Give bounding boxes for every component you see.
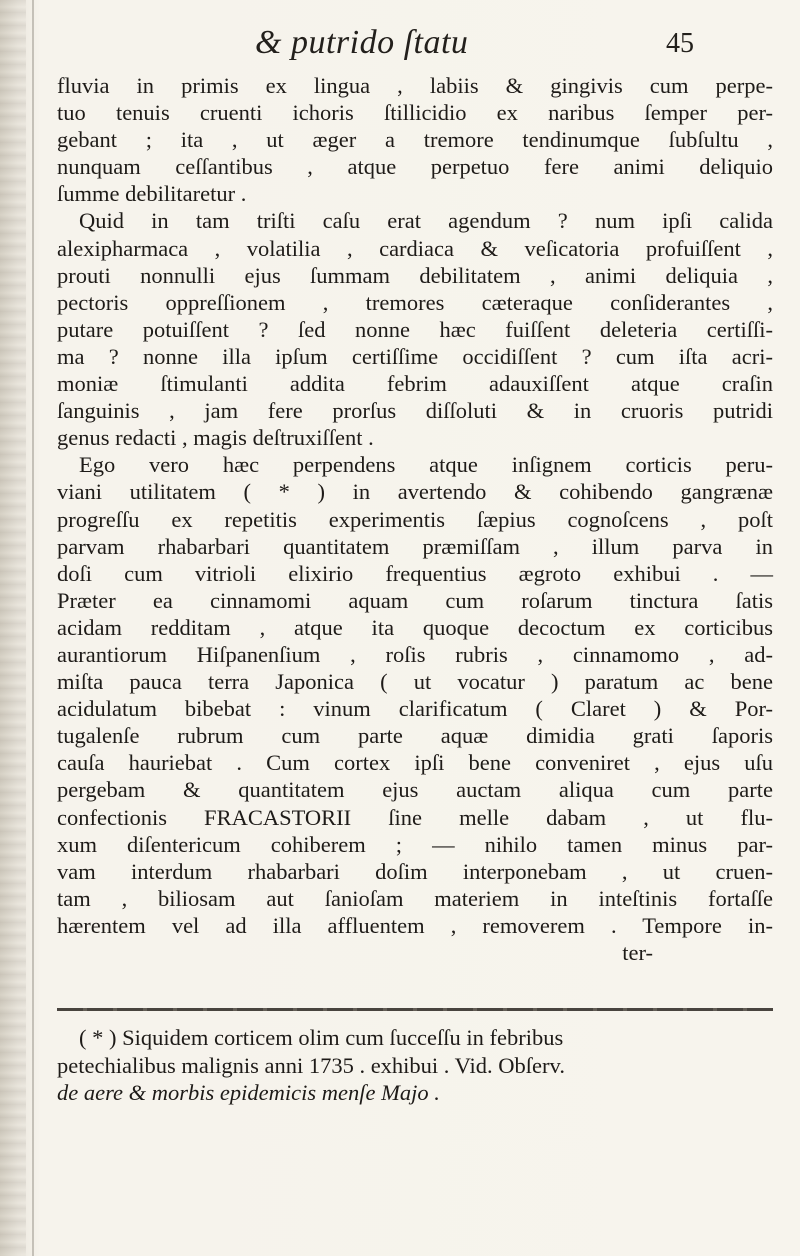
text-line: confectionis FRACASTORII ſine melle dabam , ut flu- <box>57 804 773 830</box>
text-line: ſumme debilitaretur . <box>57 181 247 207</box>
text-line: gebant ; ita , ut æger a tremore tendinumque ſubſultu , <box>57 127 773 153</box>
text-line: acidulatum bibebat : vinum clarificatum ( Claret ) & Por- <box>57 696 773 722</box>
text-line: progreſſu ex repetitis experimentis ſæpius cognoſcens , poſt <box>57 506 773 532</box>
text-line: hærentem vel ad illa affluentem , removerem . Tempore in- <box>57 912 773 938</box>
binding-gutter <box>0 0 26 1256</box>
text-line: ma ? nonne illa ipſum certiſſime occidiſſent ? cum iſta acri- <box>57 343 773 369</box>
text-line: alexipharmaca , volatilia , cardiaca & veſicatoria profuiſſent , <box>57 235 773 261</box>
text-line: tuo tenuis cruenti ichoris ſtillicidio ex naribus ſemper per- <box>57 100 773 126</box>
running-head-title: & putrido ſtatu <box>255 24 469 61</box>
text-line: putare potuiſſent ? ſed nonne hæc fuiſſent deleteria certiſſi- <box>57 316 773 342</box>
text-line: tam , biliosam aut ſanioſam materiem in inteſtinis fortaſſe <box>57 885 773 911</box>
text-line: Quid in tam triſti caſu erat agendum ? num ipſi calida <box>79 208 773 234</box>
page-number: 45 <box>666 28 694 59</box>
text-line: acidam redditam , atque ita quoque decoctum ex corticibus <box>57 614 773 640</box>
text-line: aurantiorum Hiſpanenſium , roſis rubris , cinnamomo , ad- <box>57 641 773 667</box>
text-line: miſta pauca terra Japonica ( ut vocatur ) paratum ac bene <box>57 669 773 695</box>
footnote <box>57 1024 773 1107</box>
text-line: cauſa hauriebat . Cum cortex ipſi bene conveniret , ejus uſu <box>57 750 773 776</box>
catchword: ter- <box>622 940 653 965</box>
text-line: xum diſentericum cohiberem ; — nihilo tamen minus par- <box>57 831 773 857</box>
text-line: prouti nonnulli ejus ſummam debilitatem , animi deliquia , <box>57 262 773 288</box>
text-line: ſanguinis , jam fere prorſus diſſoluti & in cruoris putridi <box>57 398 773 424</box>
text-line: genus redacti , magis deſtruxiſſent . <box>57 425 374 451</box>
text-line: pectoris oppreſſionem , tremores cæteraque conſiderantes , <box>57 289 773 315</box>
text-line: fluvia in primis ex lingua , labiis & gingivis cum perpe- <box>57 73 773 98</box>
text-line: Præter ea cinnamomi aquam cum roſarum tinctura ſatis <box>57 587 773 613</box>
text-line: vam interdum rhabarbari doſim interponebam , ut cruen- <box>57 858 773 884</box>
gutter-line <box>32 0 34 1256</box>
footnote-line: ( * ) Siquidem corticem olim cum ſucceſſu in febribus <box>79 1025 564 1050</box>
footnote-line: petechialibus malignis anni 1735 . exhibui . Vid. Obſerv. <box>57 1052 565 1078</box>
text-line: pergebam & quantitatem ejus auctam aliqua cum parte <box>57 777 773 803</box>
text-line: tugalenſe rubrum cum parte aquæ dimidia grati ſaporis <box>57 723 773 749</box>
text-line: parvam rhabarbari quantitatem præmiſſam , illum parva in <box>57 533 773 559</box>
text-line: doſi cum vitrioli elixirio frequentius ægroto exhibui . — <box>57 560 773 586</box>
running-head <box>0 24 800 74</box>
text-line: moniæ ſtimulanti addita febrim adauxiſſent atque craſin <box>57 371 773 397</box>
text-line: Ego vero hæc perpendens atque inſignem corticis peru- <box>79 452 773 478</box>
text-line: nunquam ceſſantibus , atque perpetuo fere animi deliquio <box>57 154 773 180</box>
main-text <box>57 72 773 966</box>
footnote-line: de aere & morbis epidemicis menſe Majo . <box>57 1080 440 1105</box>
text-line: viani utilitatem ( * ) in avertendo & cohibendo gangrænæ <box>57 479 773 505</box>
footnote-rule <box>57 1008 773 1011</box>
